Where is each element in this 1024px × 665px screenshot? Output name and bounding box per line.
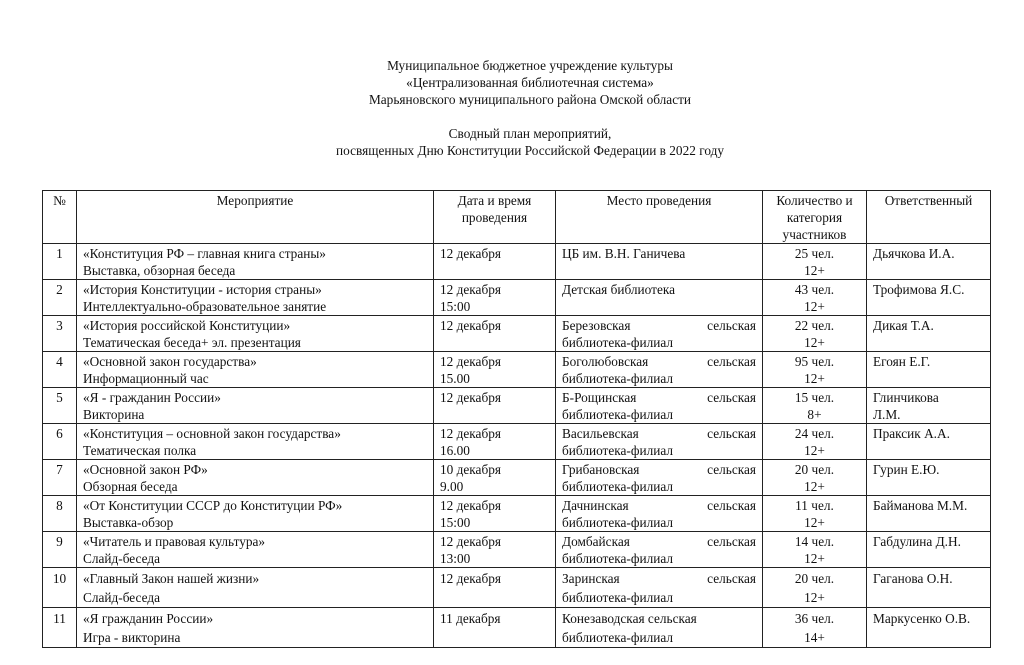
event-type: Обзорная беседа [83,479,178,494]
event-date: 12 декабря [440,571,501,586]
responsible-person: Трофимова Я.С. [873,282,965,297]
responsible-cell [867,244,991,280]
event-type: Выставка, обзорная беседа [83,263,236,278]
row-number [43,608,77,648]
participant-category: 12+ [804,479,825,494]
responsible-person: Габдулина Д.Н. [873,534,961,549]
participant-category: 14+ [804,630,825,645]
event-title: «Главный Закон нашей жизни» [83,571,260,586]
date-cell [434,388,556,424]
event-cell [77,424,434,460]
place-line-1: Конезаводская сельская [562,611,697,626]
responsible-cell [867,388,991,424]
participant-category: 12+ [804,443,825,458]
place-cell [556,244,763,280]
place-line-2: библиотека-филиал [562,443,673,458]
date-cell [434,496,556,532]
responsible-person: Праксик А.А. [873,426,950,441]
event-type: Тематическая беседа+ эл. презентация [83,335,301,350]
event-cell [77,388,434,424]
participants-cell [763,496,867,532]
place-line-1: Боголюбовская сельская [562,354,756,369]
table-row [43,352,991,388]
table-header-row [43,191,991,244]
place-line-1: Заринская сельская [562,571,756,586]
table-row [43,608,991,648]
place-line-1: Б-Рощинская сельская [562,390,756,405]
event-type: Информационный час [83,371,209,386]
participant-category: 12+ [804,551,825,566]
date-cell [434,280,556,316]
org-name-line-2: «Централизованная библиотечная система» [406,75,654,90]
event-type: Викторина [83,407,145,422]
date-cell [434,424,556,460]
participant-count: 15 чел. [794,390,835,405]
place-cell [556,568,763,608]
participant-category: 12+ [804,515,825,530]
date-cell [434,608,556,648]
event-cell [77,280,434,316]
event-time: 16.00 [440,443,470,458]
place-line-2: библиотека-филиал [562,407,673,422]
row-number [43,532,77,568]
event-date: 12 декабря [440,282,501,297]
place-cell [556,388,763,424]
participant-count: 95 чел. [794,354,835,369]
place-line-1: Дачнинская сельская [562,498,756,513]
place-line-1: Березовская сельская [562,318,756,333]
event-date: 12 декабря [440,354,501,369]
row-number-text: 11 [53,611,66,626]
event-type: Слайд-беседа [83,551,160,566]
participant-category: 8+ [807,407,822,422]
event-time: 15.00 [440,371,470,386]
participants-cell [763,244,867,280]
responsible-cell [867,280,991,316]
event-title: «Я гражданин России» [83,611,214,626]
event-date: 12 декабря [440,534,501,549]
row-number [43,316,77,352]
events-plan-table [42,190,991,648]
event-cell [77,532,434,568]
col-header-number: № [43,191,77,244]
date-cell [434,352,556,388]
responsible-cell [867,496,991,532]
place-cell [556,608,763,648]
participant-count: 43 чел. [794,282,835,297]
table-body [43,244,991,648]
table-row [43,316,991,352]
event-time: 15:00 [440,299,471,314]
row-number-text: 6 [56,426,63,441]
responsible-person-line-2: Л.М. [873,407,901,422]
participants-cell [763,388,867,424]
participant-count: 11 чел. [795,498,834,513]
table-row [43,244,991,280]
place-line-1: Детская библиотека [562,282,676,297]
place-line-1: Васильевская сельская [562,426,756,441]
place-cell [556,280,763,316]
event-title: «Основной закон РФ» [83,462,208,477]
participants-cell [763,280,867,316]
event-title: «История Конституции - история страны» [83,282,322,297]
event-cell [77,496,434,532]
event-type: Тематическая полка [83,443,197,458]
place-cell [556,460,763,496]
date-cell [434,316,556,352]
place-cell [556,496,763,532]
responsible-cell [867,424,991,460]
date-cell [434,460,556,496]
date-cell [434,532,556,568]
row-number-text: 1 [56,246,63,261]
doc-title-line-1: Сводный план мероприятий, [448,126,612,141]
row-number-text: 8 [56,498,63,513]
place-cell [556,316,763,352]
table-row [43,388,991,424]
place-line-2: библиотека-филиал [562,335,673,350]
document-header [0,57,1024,159]
place-line-2: библиотека-филиал [562,371,673,386]
spacer [0,108,1024,125]
date-cell [434,244,556,280]
participants-cell [763,532,867,568]
participants-cell [763,424,867,460]
row-number [43,352,77,388]
event-title: «Конституция – основной закон государства» [83,426,341,441]
responsible-person: Байманова М.М. [873,498,968,513]
place-cell [556,424,763,460]
participant-category: 12+ [804,263,825,278]
responsible-person: Егоян Е.Г. [873,354,931,369]
col-header-participants: Количество и категория участников [763,191,867,244]
responsible-cell [867,608,991,648]
responsible-person: Маркусенко О.В. [873,611,971,626]
participant-category: 12+ [804,299,825,314]
event-title: «История российской Конституции» [83,318,291,333]
place-line-2: библиотека-филиал [562,551,673,566]
row-number [43,568,77,608]
event-title: «Я - гражданин России» [83,390,221,405]
participants-cell [763,352,867,388]
col-header-responsible: Ответственный [867,191,991,244]
col-header-date: Дата и время проведения [434,191,556,244]
responsible-person: Гурин Е.Ю. [873,462,940,477]
participant-count: 14 чел. [794,534,835,549]
responsible-person: Глинчикова [873,390,939,405]
row-number [43,244,77,280]
event-cell [77,608,434,648]
event-date: 12 декабря [440,390,501,405]
responsible-cell [867,532,991,568]
event-date: 10 декабря [440,462,501,477]
table-row [43,532,991,568]
participant-count: 20 чел. [794,462,835,477]
place-line-2: библиотека-филиал [562,630,673,645]
responsible-cell [867,352,991,388]
event-title: «От Конституции СССР до Конституции РФ» [83,498,343,513]
event-cell [77,460,434,496]
event-title: «Конституция РФ – главная книга страны» [83,246,326,261]
event-date: 11 декабря [440,611,501,626]
participants-cell [763,568,867,608]
responsible-cell [867,568,991,608]
event-type: Слайд-беседа [83,590,160,605]
row-number-text: 7 [56,462,63,477]
event-title: «Основной закон государства» [83,354,257,369]
participant-count: 25 чел. [794,246,835,261]
place-line-2: библиотека-филиал [562,515,673,530]
participant-category: 12+ [804,371,825,386]
event-time: 13:00 [440,551,471,566]
event-type: Игра - викторина [83,630,181,645]
event-type: Интеллектуально-образовательное занятие [83,299,327,314]
table-row [43,568,991,608]
event-title: «Читатель и правовая культура» [83,534,266,549]
date-cell [434,568,556,608]
responsible-person: Дьячкова И.А. [873,246,955,261]
row-number-text: 2 [56,282,63,297]
event-date: 12 декабря [440,426,501,441]
row-number-text: 9 [56,534,63,549]
responsible-cell [867,460,991,496]
table-row [43,460,991,496]
event-type: Выставка-обзор [83,515,174,530]
event-date: 12 декабря [440,498,501,513]
event-date: 12 декабря [440,318,501,333]
event-time: 15:00 [440,515,471,530]
row-number [43,280,77,316]
responsible-person: Гаганова О.Н. [873,571,953,586]
event-time: 9.00 [440,479,464,494]
participant-category: 12+ [804,590,825,605]
event-cell [77,244,434,280]
event-date: 12 декабря [440,246,501,261]
participant-count: 20 чел. [794,571,835,586]
participant-category: 12+ [804,335,825,350]
row-number-text: 4 [56,354,63,369]
event-cell [77,568,434,608]
row-number [43,388,77,424]
event-cell [77,316,434,352]
participants-cell [763,608,867,648]
participant-count: 22 чел. [794,318,835,333]
participant-count: 36 чел. [794,611,835,626]
place-line-1: ЦБ им. В.Н. Ганичева [562,246,686,261]
place-line-1: Домбайская сельская [562,534,756,549]
event-cell [77,352,434,388]
responsible-person: Дикая Т.А. [873,318,934,333]
row-number-text: 5 [56,390,63,405]
row-number-text: 10 [52,571,67,586]
col-header-event: Мероприятие [77,191,434,244]
row-number [43,460,77,496]
table-row [43,496,991,532]
place-line-1: Грибановская сельская [562,462,756,477]
place-cell [556,532,763,568]
place-line-2: библиотека-филиал [562,479,673,494]
row-number-text: 3 [56,318,63,333]
org-name-line-1: Муниципальное бюджетное учреждение культуры [387,58,673,73]
participant-count: 24 чел. [794,426,835,441]
participants-cell [763,460,867,496]
table-row [43,424,991,460]
place-cell [556,352,763,388]
org-name-line-3: Марьяновского муниципального района Омской области [368,92,692,107]
place-line-2: библиотека-филиал [562,590,673,605]
row-number [43,424,77,460]
responsible-cell [867,316,991,352]
row-number [43,496,77,532]
doc-title-line-2: посвященных Дню Конституции Российской Федерации в 2022 году [336,143,724,158]
participants-cell [763,316,867,352]
col-header-place: Место проведения [556,191,763,244]
table-row [43,280,991,316]
